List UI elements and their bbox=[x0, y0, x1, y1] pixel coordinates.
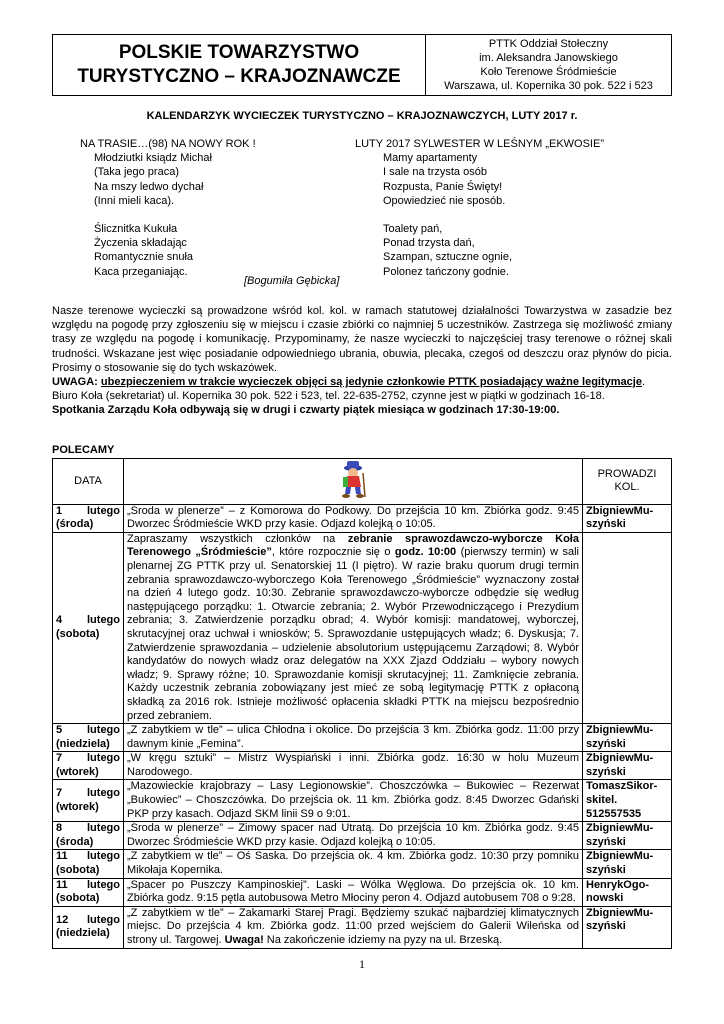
branch-info bbox=[426, 35, 671, 95]
poem-left bbox=[80, 137, 256, 279]
poem-right-body bbox=[355, 151, 604, 279]
event-weekday: (sobota) bbox=[56, 864, 100, 877]
poem-line: Ponad trzysta dań, bbox=[383, 237, 475, 250]
event-month: lutego bbox=[87, 614, 120, 627]
leader-name: Zbigniew bbox=[586, 906, 634, 919]
event-month: lutego bbox=[87, 913, 120, 926]
poem-line: Ślicznitka Kukuła bbox=[94, 223, 178, 236]
poem-line: Opowiedzieć nie sposób. bbox=[383, 194, 506, 207]
poem-left-heading: NA TRASIE…(98) NA NOWY ROK ! bbox=[80, 138, 256, 150]
table-row bbox=[53, 752, 672, 780]
event-date bbox=[53, 822, 124, 850]
recommended-heading: POLECAMY bbox=[52, 444, 115, 456]
event-weekday: (środa) bbox=[56, 835, 94, 848]
event-month: lutego bbox=[87, 752, 120, 765]
poem-line: (Inni mieli kaca). bbox=[94, 194, 175, 207]
leader-name-part: szyński bbox=[586, 864, 626, 877]
event-day: 11 bbox=[56, 850, 68, 863]
event-leader bbox=[583, 850, 672, 878]
event-leader bbox=[583, 878, 672, 906]
event-month: lutego bbox=[87, 504, 120, 517]
event-date bbox=[53, 780, 124, 822]
leader-name: Zbigniew bbox=[586, 822, 634, 835]
organization-name bbox=[53, 35, 426, 95]
board-meetings: Spotkania Zarządu Koła odbywają się w drugi i czwarty piątek miesiąca w godzinach 17:30-19:00. bbox=[52, 404, 560, 417]
desc-emphasis: godz. 10:00 bbox=[394, 546, 457, 559]
events-table bbox=[52, 458, 672, 949]
event-weekday: (niedziela) bbox=[56, 927, 110, 940]
leader-name-part: Mu- bbox=[633, 850, 654, 863]
event-weekday: (sobota) bbox=[56, 627, 100, 640]
poem-line: Toalety pań, bbox=[383, 223, 443, 236]
poem-left-body bbox=[80, 151, 256, 279]
desc-part: Na zakończenie idziemy na pyzy na ul. Brzeską. bbox=[263, 934, 503, 946]
event-description: „Mazowieckie krajobrazy – Lasy Legionowskie”. Choszczówka – Bukowiec – Rezerwat „Bukowiec” – Choszczówka. Do przejścia ok. 11 km. Zbiórka godz. 8:45 Dworzec Gdański PKP przy kasach. Odjazd SKM linii S9 o 9:01. bbox=[124, 780, 583, 822]
leader-name-part: Ogo- bbox=[623, 878, 649, 891]
column-header-date: DATA bbox=[53, 459, 124, 505]
poem-line: Kaca przeganiając. bbox=[94, 265, 188, 278]
event-weekday: (wtorek) bbox=[56, 800, 99, 813]
event-day: 12 bbox=[56, 913, 69, 926]
leader-name-part: ski bbox=[586, 794, 602, 807]
poem-line: (Taka jego praca) bbox=[94, 166, 179, 179]
leader-name: Zbigniew bbox=[586, 850, 634, 863]
event-date bbox=[53, 532, 124, 723]
leader-name-part: szyński bbox=[586, 765, 626, 778]
table-row bbox=[53, 532, 672, 723]
event-day: 7 bbox=[56, 752, 63, 765]
event-day: 5 bbox=[56, 724, 63, 737]
leader-name-part: szyński bbox=[586, 920, 626, 933]
poem-line: Szampan, sztuczne ognie, bbox=[383, 251, 513, 264]
leader-name-part: Mu- bbox=[633, 504, 654, 517]
event-leader bbox=[583, 724, 672, 752]
column-header-mascot bbox=[124, 459, 583, 505]
event-leader bbox=[583, 822, 672, 850]
poem-line: Rozpusta, Panie Święty! bbox=[383, 180, 503, 193]
event-description bbox=[124, 532, 583, 723]
event-month: lutego bbox=[87, 850, 120, 863]
event-weekday: (sobota) bbox=[56, 892, 100, 905]
event-day: 8 bbox=[56, 822, 63, 835]
poem-line: Na mszy ledwo dychał bbox=[94, 180, 204, 193]
event-date bbox=[53, 906, 124, 948]
leader-name: Zbigniew bbox=[586, 724, 634, 737]
table-header-row bbox=[53, 459, 672, 505]
event-description: „Z zabytkiem w tle” – Oś Saska. Do przejścia ok. 4 km. Zbiórka godz. 10:30 przy pomniku Mikołaja Kopernika. bbox=[124, 850, 583, 878]
event-leader bbox=[583, 504, 672, 532]
warning-label: UWAGA: bbox=[52, 376, 98, 389]
event-description bbox=[124, 906, 583, 948]
event-leader bbox=[583, 532, 672, 723]
event-description: „Spacer po Puszczy Kampinoskiej”. Laski – Wólka Węglowa. Do przejścia ok. 10 km. Zbiórka godz. 9:15 pętla autobusowa Metro Młociny peron 4. Odjazd autobusem 708 o 9:28. bbox=[124, 878, 583, 906]
poem-line: Polonez tańczony godnie. bbox=[383, 265, 509, 278]
column-header-leader: PROWADZI KOL. bbox=[583, 459, 672, 505]
event-date bbox=[53, 850, 124, 878]
branch-line-1: PTTK Oddział Stołeczny bbox=[488, 38, 609, 50]
event-month: lutego bbox=[87, 787, 120, 800]
table-row bbox=[53, 906, 672, 948]
poem-line: Romantycznie snuła bbox=[94, 251, 194, 264]
leader-name-part: szyński bbox=[586, 835, 626, 848]
hiker-mascot-icon bbox=[331, 459, 375, 499]
warning-text: ubezpieczeniem w trakcie wycieczek objęci są jedynie członkowie PTTK posiadający ważne legitymacje bbox=[100, 376, 642, 389]
event-weekday: (niedziela) bbox=[56, 737, 110, 750]
leader-name-part: nowski bbox=[586, 892, 624, 905]
poem-line: I sale na trzysta osób bbox=[383, 166, 487, 179]
event-day: 4 bbox=[56, 614, 63, 627]
event-date bbox=[53, 724, 124, 752]
leader-name: Zbigniew bbox=[586, 752, 634, 765]
poem-right bbox=[355, 137, 604, 279]
table-row bbox=[53, 822, 672, 850]
table-row bbox=[53, 504, 672, 532]
event-description: „Środa w plenerze” – Zimowy spacer nad Utratą. Do przejścia 10 km. Zbiórka godz. 9:45 Dworzec Śródmieście WKD przy kasie. Odjazd kolejką o 10:05. bbox=[124, 822, 583, 850]
poem-stanza-gap bbox=[94, 208, 256, 222]
leader-name-part: Mu- bbox=[633, 724, 654, 737]
warning-line: UWAGA: ubezpieczeniem w trakcie wycieczek objęci są jedynie członkowie PTTK posiadający ważne legitymacje. bbox=[52, 376, 646, 389]
leader-name: Tomasz bbox=[586, 780, 627, 793]
event-description: „W kręgu sztuki” – Mistrz Wyspiański i inni. Zbiórka godz. 16:30 w holu Muzeum Narodowego. bbox=[124, 752, 583, 780]
leader-phone: 512557535 bbox=[586, 807, 642, 820]
poem-line: Mamy apartamenty bbox=[383, 152, 478, 165]
desc-part: „Z zabytkiem w tle” – Zakamarki Starej Pragi. Będziemy szukać najbardziej klimatycznych miejsc. Do przejścia 4 km. Zbiórka godz. 11:00 przed wejściem do Galerii Wileńska od strony ul. Targowej. bbox=[127, 906, 579, 946]
leader-phone-label: tel. bbox=[601, 794, 618, 807]
event-description: „Środa w plenerze” – z Komorowa do Podkowy. Do przejścia 10 km. Zbiórka godz. 9:45 Dworzec Śródmieście WKD przy kasie. Odjazd kolejką o 10:05. bbox=[124, 504, 583, 532]
desc-part: , które rozpocznie się o bbox=[271, 546, 395, 559]
event-weekday: (środa) bbox=[56, 518, 94, 531]
event-day: 11 bbox=[56, 878, 68, 891]
branch-line-4: Warszawa, ul. Kopernika 30 pok. 522 i 523 bbox=[444, 80, 653, 92]
org-line-1: POLSKIE TOWARZYSTWO bbox=[118, 42, 360, 63]
event-leader bbox=[583, 906, 672, 948]
poem-line: Życzenia składając bbox=[94, 237, 187, 250]
table-row bbox=[53, 724, 672, 752]
document-header bbox=[52, 34, 672, 96]
event-weekday: (wtorek) bbox=[56, 765, 99, 778]
desc-part: Zapraszamy wszystkich członków na bbox=[127, 532, 348, 545]
event-day: 1 bbox=[56, 504, 63, 517]
event-day: 7 bbox=[56, 787, 63, 800]
event-leader bbox=[583, 752, 672, 780]
event-month: lutego bbox=[87, 878, 120, 891]
event-date bbox=[53, 878, 124, 906]
event-month: lutego bbox=[87, 724, 120, 737]
office-hours: Biuro Koła (sekretariat) ul. Kopernika 30 pok. 522 i 523, tel. 22-635-2752, czynne jest w piątki w godzinach 16-18. bbox=[52, 390, 605, 403]
intro-section bbox=[52, 304, 672, 418]
leader-name-part: szyński bbox=[586, 737, 626, 750]
poem-right-heading: LUTY 2017 SYLWESTER W LEŚNYM „EKWOSIE” bbox=[355, 138, 604, 150]
event-date bbox=[53, 504, 124, 532]
event-leader bbox=[583, 780, 672, 822]
leader-name-part: szyński bbox=[586, 518, 626, 531]
event-date bbox=[53, 752, 124, 780]
poem-line: Młodziutki ksiądz Michał bbox=[94, 152, 212, 165]
event-month: lutego bbox=[87, 822, 120, 835]
org-line-2: TURYSTYCZNO – KRAJOZNAWCZE bbox=[77, 66, 401, 87]
desc-part: (pierwszy termin) w sali plenarnej ZG PTTK przy ul. Senatorskiej 11 (I piętro). W razie braku quorum drugi termin zebrania sprawozdawczo-wyborczego Koła Terenowego „Śródmieście” wyznaczony został na dzień 4 lutego godz. 10:30. Zebranie sprawozdawczo-wyborcze odbędzie się według następującego porządku: 1. Otwarcie zebrania; 2. Wybór Przewodniczącego i Prezydium zebrania; 3. Zatwierdzenie porządku obrad; 4. Wybór komisji: mandatowej, wyborczej, skrutacyjnej oraz uchwał i wniosków; 5. Sprawozdanie ustępujących władz; 6. Dyskusja; 7. Zatwierdzenie sprawozdania – udzielenie absolutorium ustępującemu Zarządowi; 8. Wybór kandydatów do nowych władz oraz delegatów na XXX Zjazd Oddziału – wybory nowych władz; 9. Sprawy różne; 10. Sprawozdanie komisji skrutacyjnej; 11. Zamknięcie zebrania. Każdy uczestnik zebrania zobowiązany jest mieć ze sobą legitymację PTTK z opłaconą składką za 2016 rok. Istnieje możliwość opłacenia składki PTTK na miejscu bezpośrednio przed zebraniem. bbox=[127, 546, 579, 722]
branch-line-3: Koło Terenowe Śródmieście bbox=[480, 66, 617, 78]
table-row bbox=[53, 780, 672, 822]
desc-emphasis: zebranie sprawozdawczo-wyborcze Koła Terenowego „Śródmieście” bbox=[127, 532, 579, 559]
leader-name-part: Mu- bbox=[633, 906, 654, 919]
leader-name-part: Mu- bbox=[633, 822, 654, 835]
leader-name-part: Mu- bbox=[633, 752, 654, 765]
leader-name: Zbigniew bbox=[586, 504, 634, 517]
poem-stanza-gap bbox=[383, 208, 604, 222]
branch-line-2: im. Aleksandra Janowskiego bbox=[479, 52, 618, 64]
table-row bbox=[53, 878, 672, 906]
table-row bbox=[53, 850, 672, 878]
leader-name: Henryk bbox=[586, 878, 624, 891]
leader-name-part: Sikor- bbox=[626, 780, 658, 793]
page-number: 1 bbox=[359, 957, 365, 971]
event-description: „Z zabytkiem w tle” – ulica Chłodna i okolice. Do przejścia 3 km. Zbiórka godz. 11:00 przy dawnym kinie „Femina”. bbox=[124, 724, 583, 752]
desc-emphasis: Uwaga! bbox=[224, 934, 264, 946]
intro-text: Nasze terenowe wycieczki są prowadzone wśród kol. kol. w ramach statutowej działalności Towarzystwa w zasadzie bez względu na pogodę przy zgłoszeniu się w miejscu i czasie zbiórki co najmniej 5 uczestników. Zastrzega się możliwość zmiany trasy ze względu na pogodę i komunikację. Przypominamy, że nasze wycieczki to najczęściej trasy terenowe o różnej skali trudności. Wskazane jest więc posiadanie odpowiedniego ubrania, obuwia, plecaka, czegoś od deszczu oraz płynów do picia. Prosimy o stosowanie się do tych wskazówek. bbox=[52, 305, 672, 374]
document-title: KALENDARZYK WYCIECZEK TURYSTYCZNO – KRAJOZNAWCZYCH, LUTY 2017 r. bbox=[146, 110, 578, 122]
poem-signature: [Bogumiła Gębicka] bbox=[244, 275, 340, 287]
